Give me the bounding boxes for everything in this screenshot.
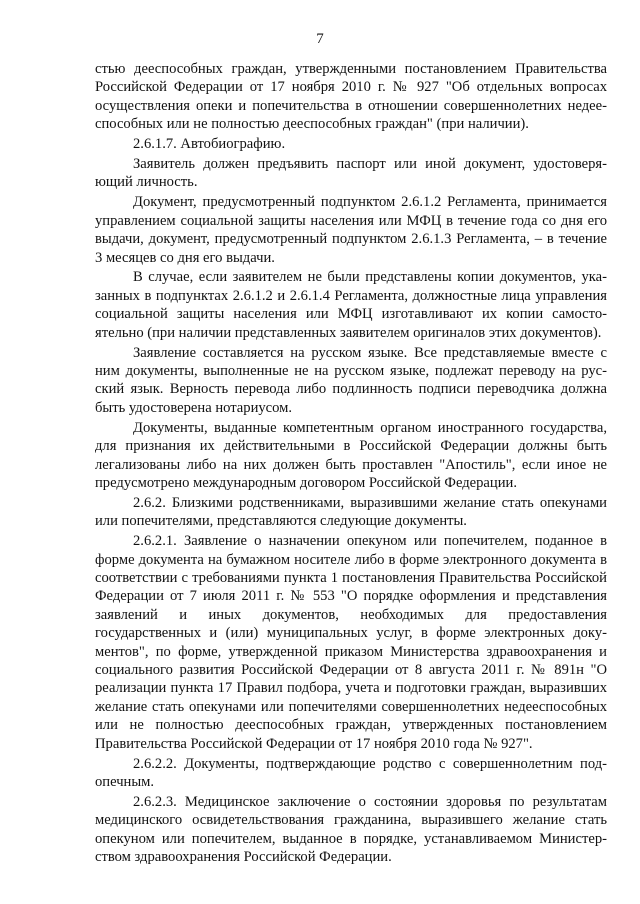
- paragraph-language: Заявление составляется на русском языке. Все представляемые вместе с ним документы, выполненные не на русском языке, подлежат переводу на русский язык. Верность перевода либо подлинность подписи переводчика должна быть удостоверена нотариусом.: [95, 344, 607, 416]
- paragraph-continuation: стью дееспособных граждан, утвержденными постановлением Правительства Российской Федерации от 17 ноября 2010 г. № 927 "Об отдельных вопросах осуществления опеки и попечительства в отношении совершеннолетних недееспособных или не полностью дееспособных граждан" (при наличии).: [95, 61, 607, 133]
- paragraph-2-6-2-2: 2.6.2.2. Документы, подтверждающие родство с совершеннолетним подопечным.: [95, 755, 607, 790]
- document-body: [95, 60, 607, 868]
- paragraph-2-6-2-1: 2.6.2.1. Заявление о назначении опекуном или попечителем, поданное в форме документа на бумажном носителе либо в форме электронного документа в соответствии с требованиями пункта 1 постановления Правительства Российской Федерации от 7 июля 2011 г. № 553 "О порядке оформления и представления заявлений и иных документов, необходимых для предоставления государственных и (или) муниципальных услуг, в форме электронных документов", по форме, утвержденной приказом Министерства здравоохранения и социального развития Российской Федерации от 8 августа 2011 г. № 891н "О реализации пункта 17 Правил подбора, учета и подготовки граждан, выразивших желание стать опекунами или попечителями совершеннолетних недееспособных или не полностью дееспособных граждан, утвержденных постановлением Правительства Российской Федерации от 17 ноября 2010 года № 927".: [95, 533, 607, 752]
- paragraph-2-6-2-3: 2.6.2.3. Медицинское заключение о состоянии здоровья по результатам медицинского освидетельствования гражданина, выразившего желание стать опекуном или попечителем, выданное в порядке, устанавливаемом Министерством здравоохранения Российской Федерации.: [95, 793, 607, 866]
- paragraph-document-validity: Документ, предусмотренный подпунктом 2.6.1.2 Регламента, принимается управлением социальной защиты населения или МФЦ в течение года со дня его выдачи, документ, предусмотренный подпунктом 2.6.1.3 Регламента, – в течение 3 месяцев со дня его выдачи.: [95, 194, 607, 266]
- page-number: 7: [316, 31, 324, 47]
- paragraph-2-6-1-7: 2.6.1.7. Автобиографию.: [133, 136, 286, 153]
- paragraph-copies: В случае, если заявителем не были представлены копии документов, указанных в подпунктах 2.6.1.2 и 2.6.1.4 Регламента, должностные лица управления социальной защиты населения или МФЦ изготавливают их копии самостоятельно (при наличии представленных заявителем оригиналов этих документов).: [95, 269, 607, 341]
- paragraph-foreign-documents: Документы, выданные компетентным органом иностранного государства, для признания их действительными в Российской Федерации должны быть легализованы либо на них должен быть проставлен "Апостиль", если иное не предусмотрено международным договором Российской Федерации.: [95, 419, 607, 491]
- paragraph-passport: Заявитель должен предъявить паспорт или иной документ, удостоверяющий личность.: [95, 156, 607, 191]
- paragraph-2-6-2: 2.6.2. Близкими родственниками, выразившими желание стать опекунами или попечителями, представляются следующие документы.: [95, 494, 607, 530]
